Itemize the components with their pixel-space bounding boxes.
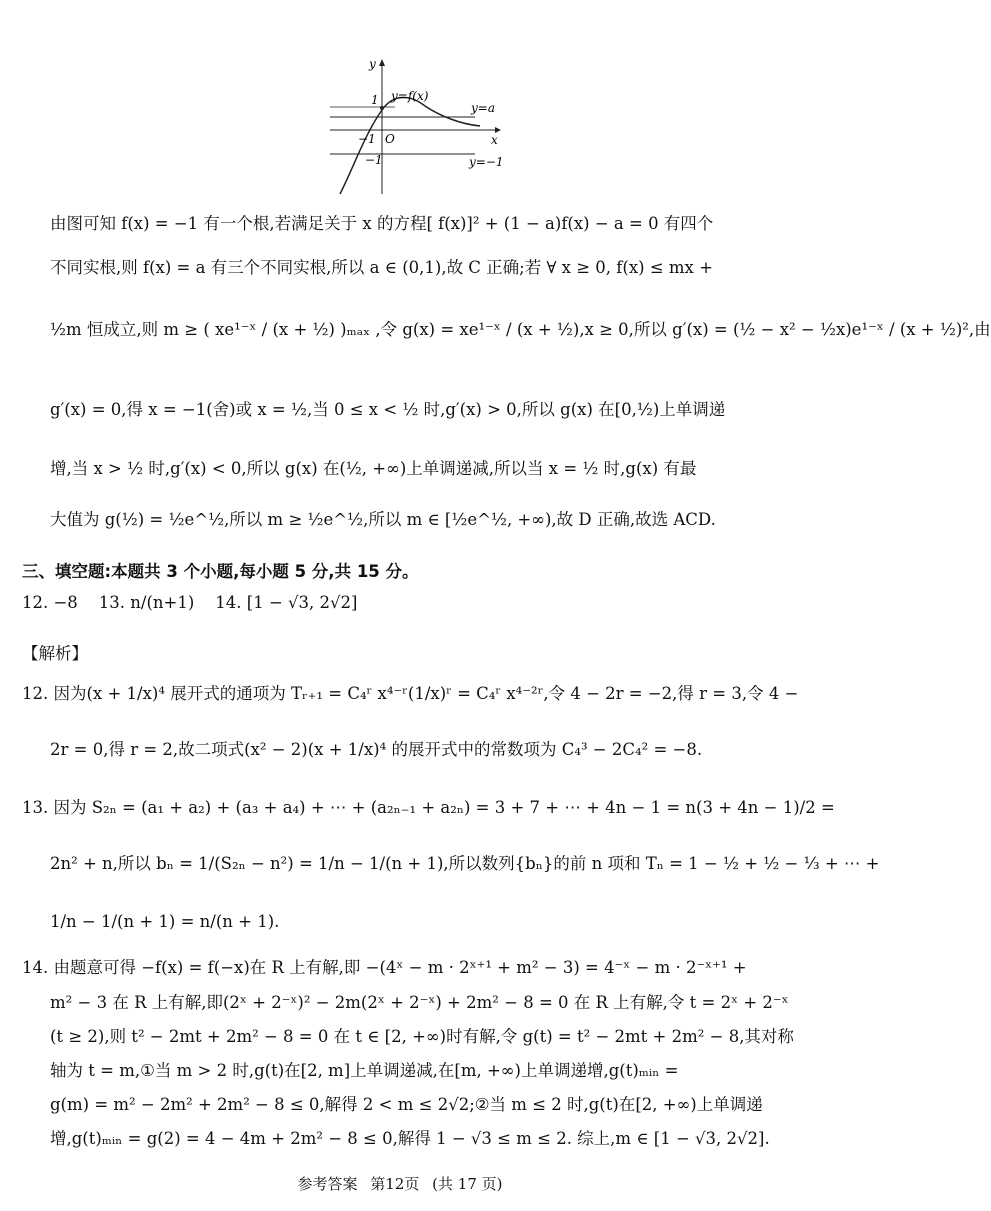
solution-line: 12. 因为(x + 1/x)⁴ 展开式的通项为 Tᵣ₊₁ = C₄ʳ x⁴⁻ʳ(1/x)ʳ = C₄ʳ x⁴⁻²ʳ,令 4 − 2r = −2,得 r = 3,令 4 − [22,684,799,703]
page-footer [0,1173,800,1194]
footer-page: 第12页 [370,1175,420,1193]
curve-point [380,106,384,110]
solution-line: 1/n − 1/(n + 1) = n/(n + 1). [50,912,280,931]
paragraph-line: 增,当 x > ½ 时,g′(x) < 0,所以 g(x) 在(½, +∞)上单调递减,所以当 x = ½ 时,g(x) 有最 [50,459,697,478]
line-a-label: y=a [471,101,495,115]
answer-13: 13. n/(n+1) [98,593,195,612]
paragraph-line: 由图可知 f(x) = −1 有一个根,若满足关于 x 的方程[ f(x)]² + (1 − a)f(x) − a = 0 有四个 [50,214,714,233]
solution-line: m² − 3 在 R 上有解,即(2ˣ + 2⁻ˣ)² − 2m(2ˣ + 2⁻ˣ) + 2m² − 8 = 0 在 R 上有解,令 t = 2ˣ + 2⁻ˣ [50,993,789,1012]
y-axis-arrow [379,59,385,66]
curve-label: y=f(x) [391,89,429,103]
answer-14: 14. [1 − √3, 2√2] [215,593,358,612]
solution-line: (t ≥ 2),则 t² − 2mt + 2m² − 8 = 0 在 t ∈ [2, +∞)时有解,令 g(t) = t² − 2mt + 2m² − 8,其对称 [50,1027,794,1046]
tick-neg1-y-label: −1 [365,153,383,167]
function-graph [325,54,505,200]
answers-row [22,593,357,612]
solution-line: 增,g(t)ₘᵢₙ = g(2) = 4 − 4m + 2m² − 8 ≤ 0,解得 1 − √3 ≤ m ≤ 2. 综上,m ∈ [1 − √3, 2√2]. [50,1129,770,1148]
solution-line: g(m) = m² − 2m² + 2m² − 8 ≤ 0,解得 2 < m ≤ 2√2;②当 m ≤ 2 时,g(t)在[2, +∞)上单调递 [50,1095,763,1114]
footer-label: 参考答案 [297,1175,358,1193]
origin-label: O [385,132,395,146]
footer-total: (共 17 页) [432,1175,503,1193]
paragraph-line: 不同实根,则 f(x) = a 有三个不同实根,所以 a ∈ (0,1),故 C 正确;若 ∀ x ≥ 0, f(x) ≤ mx + [50,258,713,277]
answer-12: 12. −8 [22,593,78,612]
section-heading: 三、填空题:本题共 3 个小题,每小题 5 分,共 15 分。 [22,562,419,581]
solution-line: 2r = 0,得 r = 2,故二项式(x² − 2)(x + 1/x)⁴ 的展开式中的常数项为 C₄³ − 2C₄² = −8. [50,740,703,759]
analysis-label: 【解析】 [22,644,88,663]
solution-line: 14. 由题意可得 −f(x) = f(−x)在 R 上有解,即 −(4ˣ − m · 2ˣ⁺¹ + m² − 3) = 4⁻ˣ − m · 2⁻ˣ⁺¹ + [22,958,747,977]
y-axis-label: y [369,57,376,71]
solution-line: 13. 因为 S₂ₙ = (a₁ + a₂) + (a₃ + a₄) + ⋯ + (a₂ₙ₋₁ + a₂ₙ) = 3 + 7 + ⋯ + 4n − 1 = n(3 + 4n − 1)/2 = [22,798,835,817]
line-neg1-label: y=−1 [469,155,504,169]
paragraph-line: g′(x) = 0,得 x = −1(舍)或 x = ½,当 0 ≤ x < ½ 时,g′(x) > 0,所以 g(x) 在[0,½)上单调递 [50,400,726,419]
x-axis-label: x [491,133,498,147]
solution-line: 2n² + n,所以 bₙ = 1/(S₂ₙ − n²) = 1/n − 1/(n + 1),所以数列{bₙ}的前 n 项和 Tₙ = 1 − ½ + ½ − ⅓ + ⋯ + [50,854,880,873]
paragraph-line: 大值为 g(½) = ½e^½,所以 m ≥ ½e^½,所以 m ∈ [½e^½, +∞),故 D 正确,故选 ACD. [50,510,716,529]
solution-line: 轴为 t = m,①当 m > 2 时,g(t)在[2, m]上单调递减,在[m, +∞)上单调递增,g(t)ₘᵢₙ = [50,1061,679,1080]
paragraph-line: ½m 恒成立,则 m ≥ ( xe¹⁻ˣ / (x + ½) )ₘₐₓ ,令 g(x) = xe¹⁻ˣ / (x + ½),x ≥ 0,所以 g′(x) = (½ − x² − ½x)e¹⁻ˣ / (x + ½)²,由 [50,320,991,339]
tick-neg1-x-label: −1 [358,132,376,146]
tick-one-label: 1 [371,93,379,107]
